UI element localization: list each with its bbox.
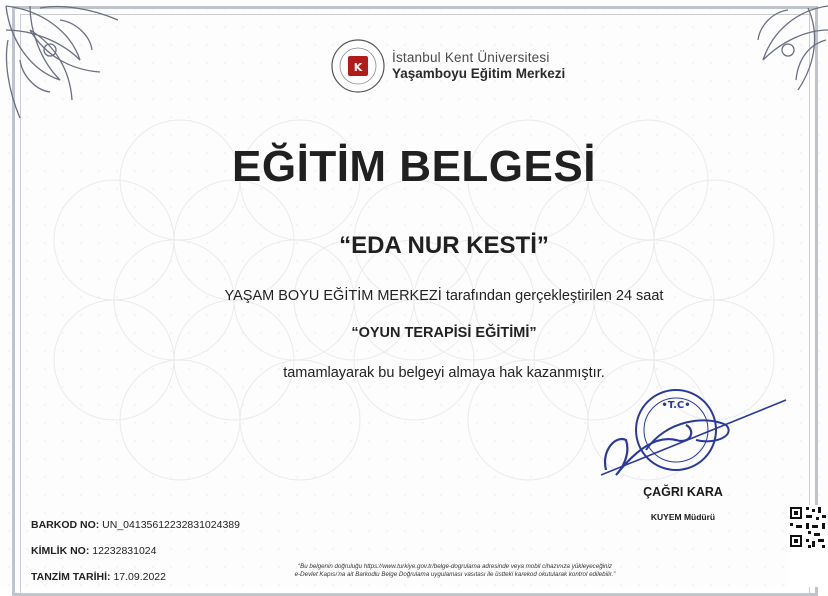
- logo-center-name: Yaşamboyu Eğitim Merkezi: [392, 66, 566, 81]
- corner-ornament-top-right: [748, 0, 828, 100]
- certificate-text-line3: tamamlayarak bu belgeyi almaya hak kazanmıştır.: [283, 365, 605, 381]
- id-label: KİMLİK NO:: [31, 545, 90, 557]
- corner-ornament-top-left: [0, 0, 130, 125]
- verification-note: [210, 563, 700, 580]
- university-seal-icon: [330, 38, 386, 94]
- date-value: 17.09.2022: [113, 571, 166, 583]
- id-value: 12232831024: [92, 545, 157, 557]
- course-name: “OYUN TERAPİSİ EĞİTİMİ”: [351, 325, 537, 341]
- barcode-label: BARKOD NO:: [31, 519, 100, 531]
- university-logo: [330, 38, 565, 94]
- signer-name: ÇAĞRI KARA: [643, 485, 723, 499]
- signer-title: KUYEM Müdürü: [650, 512, 716, 522]
- barcode-value: UN_04135612232831024389: [102, 519, 240, 531]
- certificate-title: EĞİTİM BELGESİ: [232, 142, 596, 191]
- verification-line1: “Bu belgenin doğruluğu https://www.turkiye.gov.tr/belge-dogrulama adresinde veya mobil cihazınıza yükleyeceğiniz: [298, 563, 612, 570]
- inner-border: [20, 14, 810, 594]
- verification-line2: e-Devlet Kapısı’na ait Barkodlu Belge Doğrulama uygulaması vasıtası ile üstteki karekod okutularak kontrol edilebilir.”: [294, 571, 616, 579]
- qr-code-icon[interactable]: [788, 505, 828, 587]
- logo-university-name: İstanbul Kent Üniversitesi: [392, 50, 550, 66]
- date-label: TANZİM TARİHİ:: [31, 571, 111, 583]
- certificate-text-line1: YAŞAM BOYU EĞİTİM MERKEZİ tarafından gerçekleştirilen 24 saat: [224, 288, 664, 304]
- recipient-name: “EDA NUR KESTİ”: [339, 232, 549, 259]
- official-stamp-signature: [596, 380, 796, 490]
- svg-text:K: K: [353, 61, 363, 74]
- barcode-row: [31, 519, 240, 531]
- id-row: [31, 545, 157, 557]
- date-row: [31, 571, 166, 583]
- svg-text:•T.C•: •T.C•: [661, 400, 691, 411]
